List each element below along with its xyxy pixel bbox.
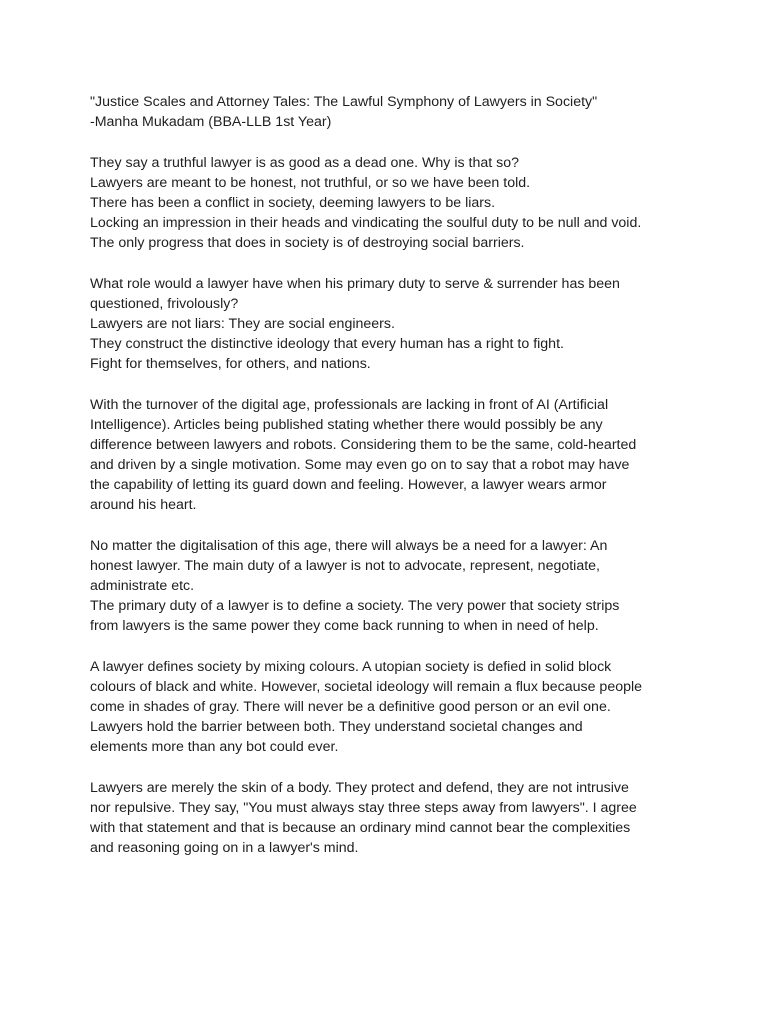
paragraph-line: administrate etc. xyxy=(90,578,195,594)
paragraph-line: A lawyer defines society by mixing colours. A utopian society is defied in solid block xyxy=(90,659,612,675)
paragraph-line: questioned, frivolously? xyxy=(90,296,239,312)
paragraph xyxy=(90,395,708,515)
paragraph-line: What role would a lawyer have when his primary duty to serve & surrender has been xyxy=(90,276,620,292)
paragraph-line: difference between lawyers and robots. Considering them to be the same, cold-hearted xyxy=(90,437,637,453)
paragraph-line: The primary duty of a lawyer is to define a society. The very power that society strips xyxy=(90,598,620,614)
paragraph-line: the capability of letting its guard down and feeling. However, a lawyer wears armor xyxy=(90,477,607,493)
paragraph-line: Lawyers are meant to be honest, not truthful, or so we have been told. xyxy=(90,175,531,191)
document-body xyxy=(90,153,708,858)
paragraph-line: Lawyers are not liars: They are social engineers. xyxy=(90,316,395,332)
paragraph-line: honest lawyer. The main duty of a lawyer is not to advocate, represent, negotiate, xyxy=(90,558,600,574)
paragraph-line: colours of black and white. However, societal ideology will remain a flux because people xyxy=(90,679,643,695)
paragraph xyxy=(90,274,708,374)
paragraph-line: Lawyers are merely the skin of a body. They protect and defend, they are not intrusive xyxy=(90,780,629,796)
paragraph xyxy=(90,778,708,858)
paragraph xyxy=(90,657,708,757)
paragraph-line: nor repulsive. They say, "You must always stay three steps away from lawyers". I agree xyxy=(90,800,637,816)
paragraph-line: Lawyers hold the barrier between both. They understand societal changes and xyxy=(90,719,583,735)
paragraph-line: The only progress that does in society is of destroying social barriers. xyxy=(90,235,525,251)
paragraph-line: There has been a conflict in society, deeming lawyers to be liars. xyxy=(90,195,496,211)
paragraph-line: They say a truthful lawyer is as good as a dead one. Why is that so? xyxy=(90,155,520,171)
paragraph xyxy=(90,153,708,253)
paragraph-line: come in shades of gray. There will never be a definitive good person or an evil one. xyxy=(90,699,611,715)
paragraph-line: elements more than any bot could ever. xyxy=(90,739,339,755)
paragraph-line: No matter the digitalisation of this age, there will always be a need for a lawyer: An xyxy=(90,538,608,554)
paragraph xyxy=(90,536,708,636)
paragraph-line: Intelligence). Articles being published stating whether there would possibly be any xyxy=(90,417,603,433)
paragraph-line: and driven by a single motivation. Some may even go on to say that a robot may have xyxy=(90,457,630,473)
paragraph-line: They construct the distinctive ideology that every human has a right to fight. xyxy=(90,336,564,352)
paragraph-line: With the turnover of the digital age, professionals are lacking in front of AI (Artificial xyxy=(90,397,609,413)
paragraph-line: with that statement and that is because an ordinary mind cannot bear the complexities xyxy=(90,820,631,836)
paragraph-line: and reasoning going on in a lawyer's mind. xyxy=(90,840,359,856)
paragraph-line: Locking an impression in their heads and vindicating the soulful duty to be null and void. xyxy=(90,215,642,231)
document-header xyxy=(90,92,708,132)
document-author: -Manha Mukadam (BBA-LLB 1st Year) xyxy=(90,114,332,130)
paragraph-line: from lawyers is the same power they come back running to when in need of help. xyxy=(90,618,599,634)
paragraph-line: around his heart. xyxy=(90,497,197,513)
document-title: "Justice Scales and Attorney Tales: The Lawful Symphony of Lawyers in Society" xyxy=(90,94,598,110)
paragraph-line: Fight for themselves, for others, and nations. xyxy=(90,356,371,372)
